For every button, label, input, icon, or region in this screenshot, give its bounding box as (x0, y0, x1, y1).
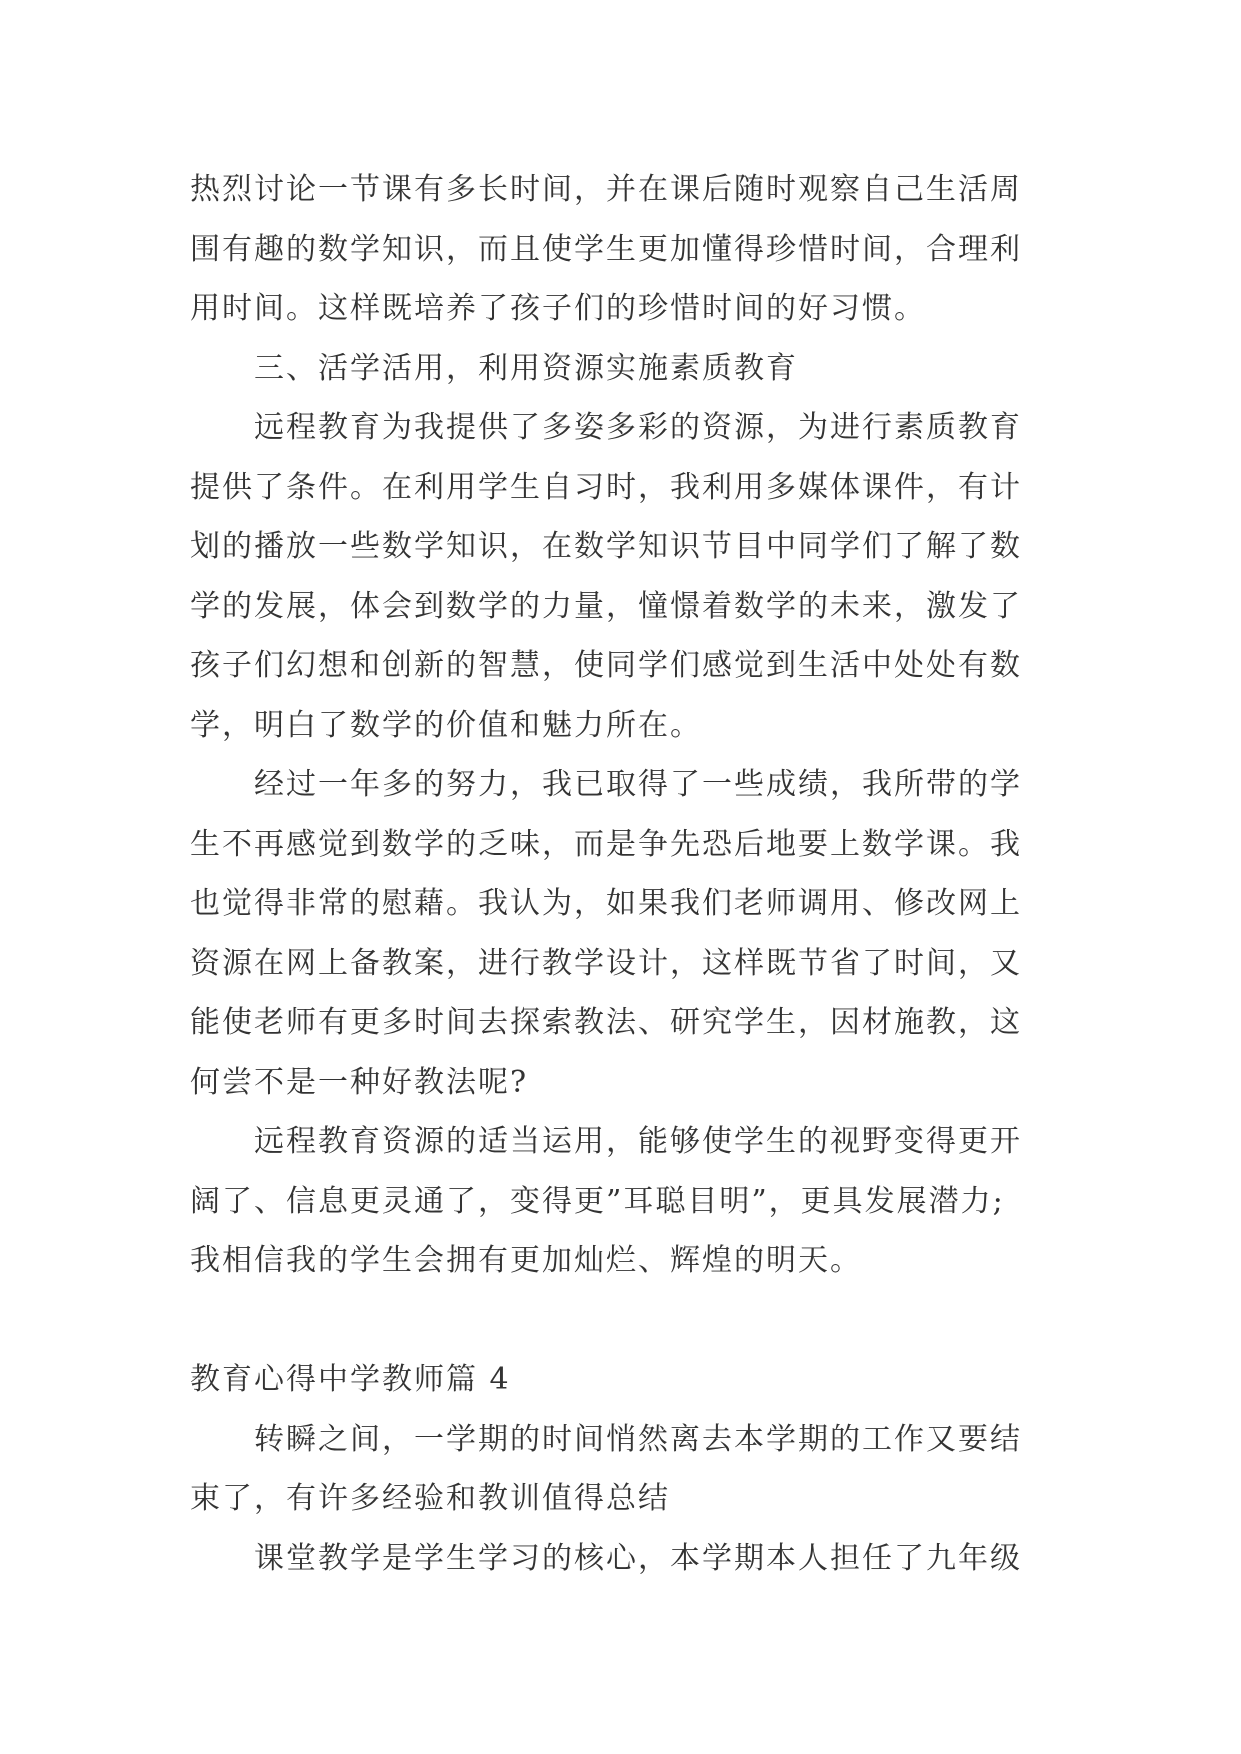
paragraph-line: 提供了条件。在利用学生自习时，我利用多媒体课件，有计 (190, 469, 1022, 505)
paragraph-line: 围有趣的数学知识，而且使学生更加懂得珍惜时间，合理利 (190, 231, 1022, 267)
section-spacer (190, 1291, 1065, 1351)
paragraph-line: 学，明白了数学的价值和魅力所在。 (190, 707, 702, 743)
paragraph-line: 远程教育为我提供了多姿多彩的资源，为进行素质教育 (254, 410, 1022, 445)
paragraph-line: 经过一年多的努力，我已取得了一些成绩，我所带的学 (254, 767, 1022, 802)
paragraph-line: 生不再感觉到数学的乏味，而是争先恐后地要上数学课。我 (190, 826, 1022, 862)
paragraph-line: 转瞬之间，一学期的时间悄然离去本学期的工作又要结 (254, 1421, 1022, 1457)
section-title: 教育心得中学教师篇 4 (190, 1362, 511, 1397)
paragraph-line: 能使老师有更多时间去探索教法、研究学生，因材施教，这 (190, 1005, 1022, 1040)
paragraph-line: 学的发展，体会到数学的力量，憧憬着数学的未来，激发了 (190, 588, 1022, 624)
paragraph-line: 资源在网上备教案，进行教学设计，这样既节省了时间，又 (190, 945, 1022, 981)
paragraph-line: 用时间。这样既培养了孩子们的珍惜时间的好习惯。 (190, 291, 926, 326)
paragraph-line: 也觉得非常的慰藉。我认为，如果我们老师调用、修改网上 (190, 886, 1022, 921)
paragraph-line: 远程教育资源的适当运用，能够使学生的视野变得更开 (254, 1124, 1022, 1159)
paragraph-line: 热烈讨论一节课有多长时间，并在课后随时观察自己生活周 (190, 172, 1022, 207)
paragraph-line: 何尝不是一种好教法呢? (190, 1064, 529, 1100)
paragraph-line: 我相信我的学生会拥有更加灿烂、辉煌的明天。 (190, 1243, 862, 1278)
paragraph-line: 孩子们幻想和创新的智慧，使同学们感觉到生活中处处有数 (190, 648, 1022, 683)
paragraph-line: 课堂教学是学生学习的核心，本学期本人担任了九年级 (254, 1540, 1022, 1576)
paragraph-line: 划的播放一些数学知识，在数学知识节目中同学们了解了数 (190, 529, 1022, 564)
document-body (190, 160, 1065, 1588)
paragraph-line: 阔了、信息更灵通了，变得更”耳聪目明”，更具发展潜力; (190, 1183, 1005, 1219)
subheading: 三、活学活用，利用资源实施素质教育 (254, 350, 798, 386)
paragraph-line: 束了，有许多经验和教训值得总结 (190, 1481, 670, 1516)
